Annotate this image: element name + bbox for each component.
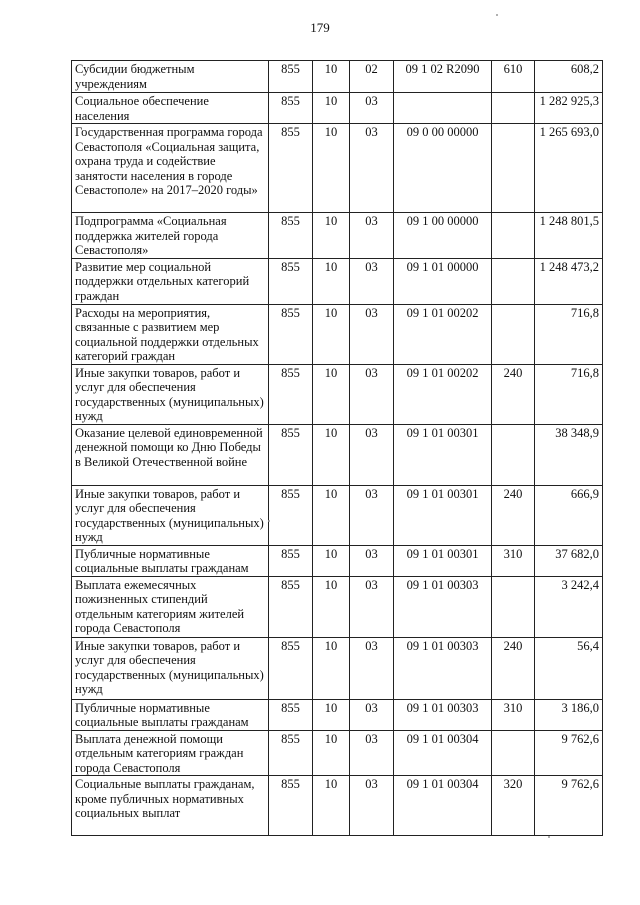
- row-target-article: 09 0 00 00000: [394, 124, 492, 213]
- row-section: 10: [313, 364, 350, 424]
- row-ved-code: 855: [269, 424, 313, 485]
- row-expense-type: [492, 213, 535, 259]
- row-section: 10: [313, 124, 350, 213]
- row-ved-code: 855: [269, 485, 313, 545]
- row-target-article: 09 1 01 00202: [394, 304, 492, 364]
- row-amount: 38 348,9: [535, 424, 603, 485]
- row-amount: 9 762,6: [535, 776, 603, 836]
- row-name: Подпрограмма «Социальная поддержка жителей города Севастополя»: [72, 213, 269, 259]
- row-name: Социальное обеспечение населения: [72, 93, 269, 124]
- row-expense-type: [492, 258, 535, 304]
- row-expense-type: [492, 304, 535, 364]
- page-number: 179: [310, 20, 330, 35]
- scan-speck: [548, 836, 550, 838]
- row-section: 10: [313, 304, 350, 364]
- table-row: [72, 424, 603, 485]
- row-target-article: 09 1 01 00202: [394, 364, 492, 424]
- row-subsection: 03: [350, 258, 394, 304]
- row-amount: 1 265 693,0: [535, 124, 603, 213]
- row-target-article: 09 1 01 00303: [394, 637, 492, 699]
- row-subsection: 03: [350, 424, 394, 485]
- scan-speck: [268, 520, 270, 522]
- table-row: [72, 124, 603, 213]
- row-section: 10: [313, 576, 350, 637]
- row-amount: 37 682,0: [535, 545, 603, 576]
- budget-table: [71, 60, 603, 836]
- row-section: 10: [313, 637, 350, 699]
- row-name: Социальные выплаты гражданам, кроме публичных нормативных социальных выплат: [72, 776, 269, 836]
- row-subsection: 03: [350, 776, 394, 836]
- row-target-article: 09 1 01 00301: [394, 545, 492, 576]
- table-row: [72, 637, 603, 699]
- row-subsection: 03: [350, 304, 394, 364]
- row-expense-type: [492, 124, 535, 213]
- row-target-article: 09 1 02 R2090: [394, 61, 492, 93]
- table-row: [72, 364, 603, 424]
- row-amount: 608,2: [535, 61, 603, 93]
- row-subsection: 03: [350, 545, 394, 576]
- row-expense-type: [492, 93, 535, 124]
- table-body: [72, 61, 603, 836]
- row-expense-type: 240: [492, 364, 535, 424]
- row-amount: 716,8: [535, 364, 603, 424]
- row-subsection: 03: [350, 213, 394, 259]
- table-row: [72, 258, 603, 304]
- row-section: 10: [313, 699, 350, 730]
- row-ved-code: 855: [269, 304, 313, 364]
- row-section: 10: [313, 730, 350, 776]
- row-target-article: 09 1 01 00301: [394, 424, 492, 485]
- row-amount: 3 242,4: [535, 576, 603, 637]
- row-amount: 3 186,0: [535, 699, 603, 730]
- row-expense-type: [492, 424, 535, 485]
- row-name: Публичные нормативные социальные выплаты гражданам: [72, 545, 269, 576]
- table-row: [72, 93, 603, 124]
- row-expense-type: 310: [492, 699, 535, 730]
- row-ved-code: 855: [269, 730, 313, 776]
- row-ved-code: 855: [269, 93, 313, 124]
- table-row: [72, 730, 603, 776]
- row-name: Расходы на мероприятия, связанные с развитием мер социальной поддержки отдельных категорий граждан: [72, 304, 269, 364]
- row-name: Выплата денежной помощи отдельным категориям граждан города Севастополя: [72, 730, 269, 776]
- row-section: 10: [313, 61, 350, 93]
- row-subsection: 03: [350, 93, 394, 124]
- row-name: Выплата ежемесячных пожизненных стипендий отдельным категориям жителей города Севастополя: [72, 576, 269, 637]
- row-target-article: [394, 93, 492, 124]
- row-ved-code: 855: [269, 213, 313, 259]
- row-target-article: 09 1 01 00304: [394, 776, 492, 836]
- row-target-article: 09 1 01 00304: [394, 730, 492, 776]
- row-expense-type: 240: [492, 485, 535, 545]
- row-target-article: 09 1 01 00000: [394, 258, 492, 304]
- row-amount: 1 282 925,3: [535, 93, 603, 124]
- row-name: Оказание целевой единовременной денежной помощи ко Дню Победы в Великой Отечественной войне: [72, 424, 269, 485]
- row-ved-code: 855: [269, 776, 313, 836]
- row-expense-type: 610: [492, 61, 535, 93]
- row-subsection: 03: [350, 576, 394, 637]
- row-expense-type: 310: [492, 545, 535, 576]
- row-target-article: 09 1 01 00303: [394, 576, 492, 637]
- row-ved-code: 855: [269, 258, 313, 304]
- table-row: [72, 304, 603, 364]
- row-section: 10: [313, 213, 350, 259]
- row-target-article: 09 1 00 00000: [394, 213, 492, 259]
- row-name: Иные закупки товаров, работ и услуг для обеспечения государственных (муниципальных) нужд: [72, 637, 269, 699]
- row-target-article: 09 1 01 00301: [394, 485, 492, 545]
- row-section: 10: [313, 545, 350, 576]
- row-amount: 9 762,6: [535, 730, 603, 776]
- row-name: Развитие мер социальной поддержки отдельных категорий граждан: [72, 258, 269, 304]
- table-row: [72, 776, 603, 836]
- row-expense-type: 240: [492, 637, 535, 699]
- row-subsection: 03: [350, 637, 394, 699]
- row-ved-code: 855: [269, 699, 313, 730]
- row-section: 10: [313, 424, 350, 485]
- row-amount: 1 248 473,2: [535, 258, 603, 304]
- row-name: Субсидии бюджетным учреждениям: [72, 61, 269, 93]
- table-row: [72, 545, 603, 576]
- row-ved-code: 855: [269, 124, 313, 213]
- table-row: [72, 213, 603, 259]
- row-subsection: 03: [350, 730, 394, 776]
- row-subsection: 03: [350, 124, 394, 213]
- row-subsection: 02: [350, 61, 394, 93]
- row-expense-type: 320: [492, 776, 535, 836]
- row-subsection: 03: [350, 485, 394, 545]
- table-row: [72, 699, 603, 730]
- row-ved-code: 855: [269, 364, 313, 424]
- row-name: Публичные нормативные социальные выплаты гражданам: [72, 699, 269, 730]
- row-section: 10: [313, 485, 350, 545]
- row-name: Иные закупки товаров, работ и услуг для обеспечения государственных (муниципальных) нужд: [72, 364, 269, 424]
- table-row: [72, 61, 603, 93]
- row-ved-code: 855: [269, 545, 313, 576]
- row-section: 10: [313, 93, 350, 124]
- table-row: [72, 485, 603, 545]
- table-row: [72, 576, 603, 637]
- row-expense-type: [492, 576, 535, 637]
- scan-speck: [496, 14, 498, 16]
- row-amount: 716,8: [535, 304, 603, 364]
- row-ved-code: 855: [269, 576, 313, 637]
- row-subsection: 03: [350, 364, 394, 424]
- row-name: Иные закупки товаров, работ и услуг для обеспечения государственных (муниципальных) нужд: [72, 485, 269, 545]
- row-amount: 1 248 801,5: [535, 213, 603, 259]
- row-section: 10: [313, 258, 350, 304]
- row-expense-type: [492, 730, 535, 776]
- row-target-article: 09 1 01 00303: [394, 699, 492, 730]
- row-subsection: 03: [350, 699, 394, 730]
- row-amount: 56,4: [535, 637, 603, 699]
- row-name: Государственная программа города Севастополя «Социальная защита, охрана труда и содействие занятости населения в городе Севастополе» на 2017–2020 годы»: [72, 124, 269, 213]
- row-amount: 666,9: [535, 485, 603, 545]
- row-ved-code: 855: [269, 61, 313, 93]
- row-ved-code: 855: [269, 637, 313, 699]
- row-section: 10: [313, 776, 350, 836]
